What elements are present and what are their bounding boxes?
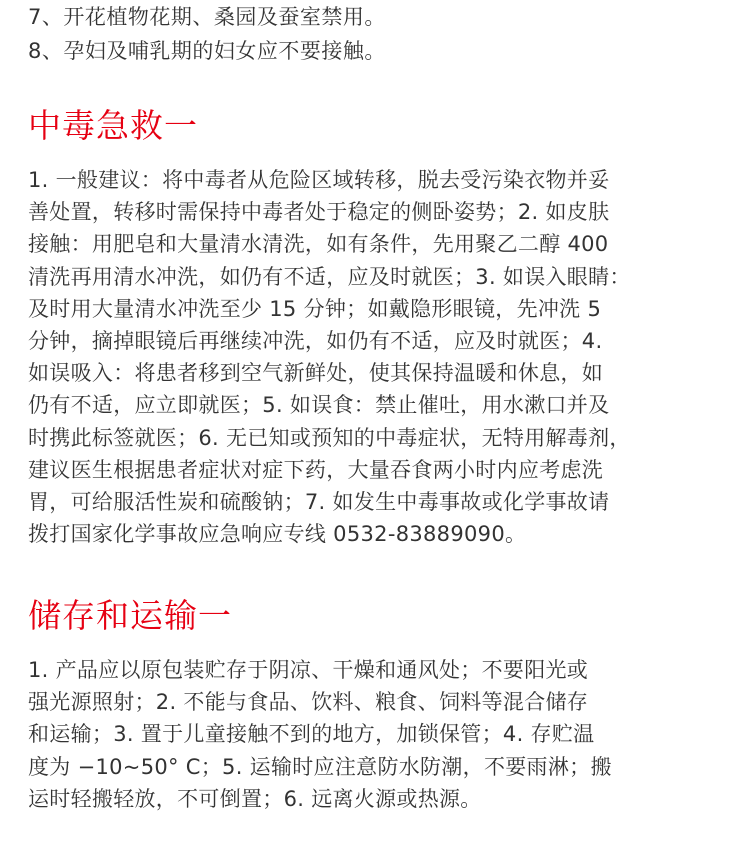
storage-section — [28, 594, 728, 815]
first-aid-body — [28, 164, 728, 550]
first-aid-line: 建议医生根据患者症状对症下药，大量吞食两小时内应考虑洗 — [28, 457, 604, 482]
first-aid-line: 接触：用肥皂和大量清水清洗，如有条件，先用聚乙二醇 400 — [28, 232, 609, 257]
storage-line: 强光源照射；2. 不能与食品、饮料、粮食、饲料等混合储存 — [28, 690, 589, 715]
first-aid-line: 善处置，转移时需保持中毒者处于稳定的侧卧姿势；2. 如皮肤 — [28, 200, 610, 225]
storage-line: 运时轻搬轻放，不可倒置；6. 远离火源或热源。 — [28, 786, 482, 811]
precaution-item: 7、开花植物花期、桑园及蚕室禁用。 — [28, 5, 386, 29]
first-aid-line: 胃，可给服活性炭和硫酸钠；7. 如发生中毒事故或化学事故请 — [28, 490, 610, 515]
first-aid-line: 1. 一般建议：将中毒者从危险区域转移，脱去受污染衣物并妥 — [28, 168, 610, 192]
first-aid-line: 拨打国家化学事故应急响应专线 0532-83889090。 — [28, 522, 527, 547]
first-aid-line: 如误吸入：将患者移到空气新鲜处，使其保持温暖和休息，如 — [28, 361, 604, 386]
storage-line: 度为 −10~50° C；5. 运输时应注意防水防潮，不要雨淋；搬 — [28, 754, 612, 779]
first-aid-line: 及时用大量清水冲洗至少 15 分钟；如戴隐形眼镜，先冲洗 5 — [28, 296, 602, 321]
storage-line: 和运输；3. 置于儿童接触不到的地方，加锁保管；4. 存贮温 — [28, 722, 595, 747]
storage-title: 储存和运输一 — [28, 596, 232, 635]
precaution-item: 8、孕妇及哺乳期的妇女应不要接触。 — [28, 39, 386, 63]
storage-body — [28, 654, 728, 815]
first-aid-line: 仍有不适，应立即就医；5. 如误食：禁止催吐，用水漱口并及 — [28, 393, 610, 418]
storage-line: 1. 产品应以原包装贮存于阴凉、干燥和通风处；不要阳光或 — [28, 658, 589, 682]
first-aid-title: 中毒急救一 — [28, 106, 198, 145]
precautions-list — [28, 0, 728, 68]
first-aid-line: 清洗再用清水冲洗，如仍有不适，应及时就医；3. 如误入眼睛： — [28, 264, 631, 289]
first-aid-section — [28, 104, 728, 550]
first-aid-line: 分钟，摘掉眼镜后再继续冲洗，如仍有不适，应及时就医；4. — [28, 329, 603, 354]
first-aid-line: 时携此标签就医；6. 无已知或预知的中毒症状，无特用解毒剂， — [28, 425, 631, 450]
